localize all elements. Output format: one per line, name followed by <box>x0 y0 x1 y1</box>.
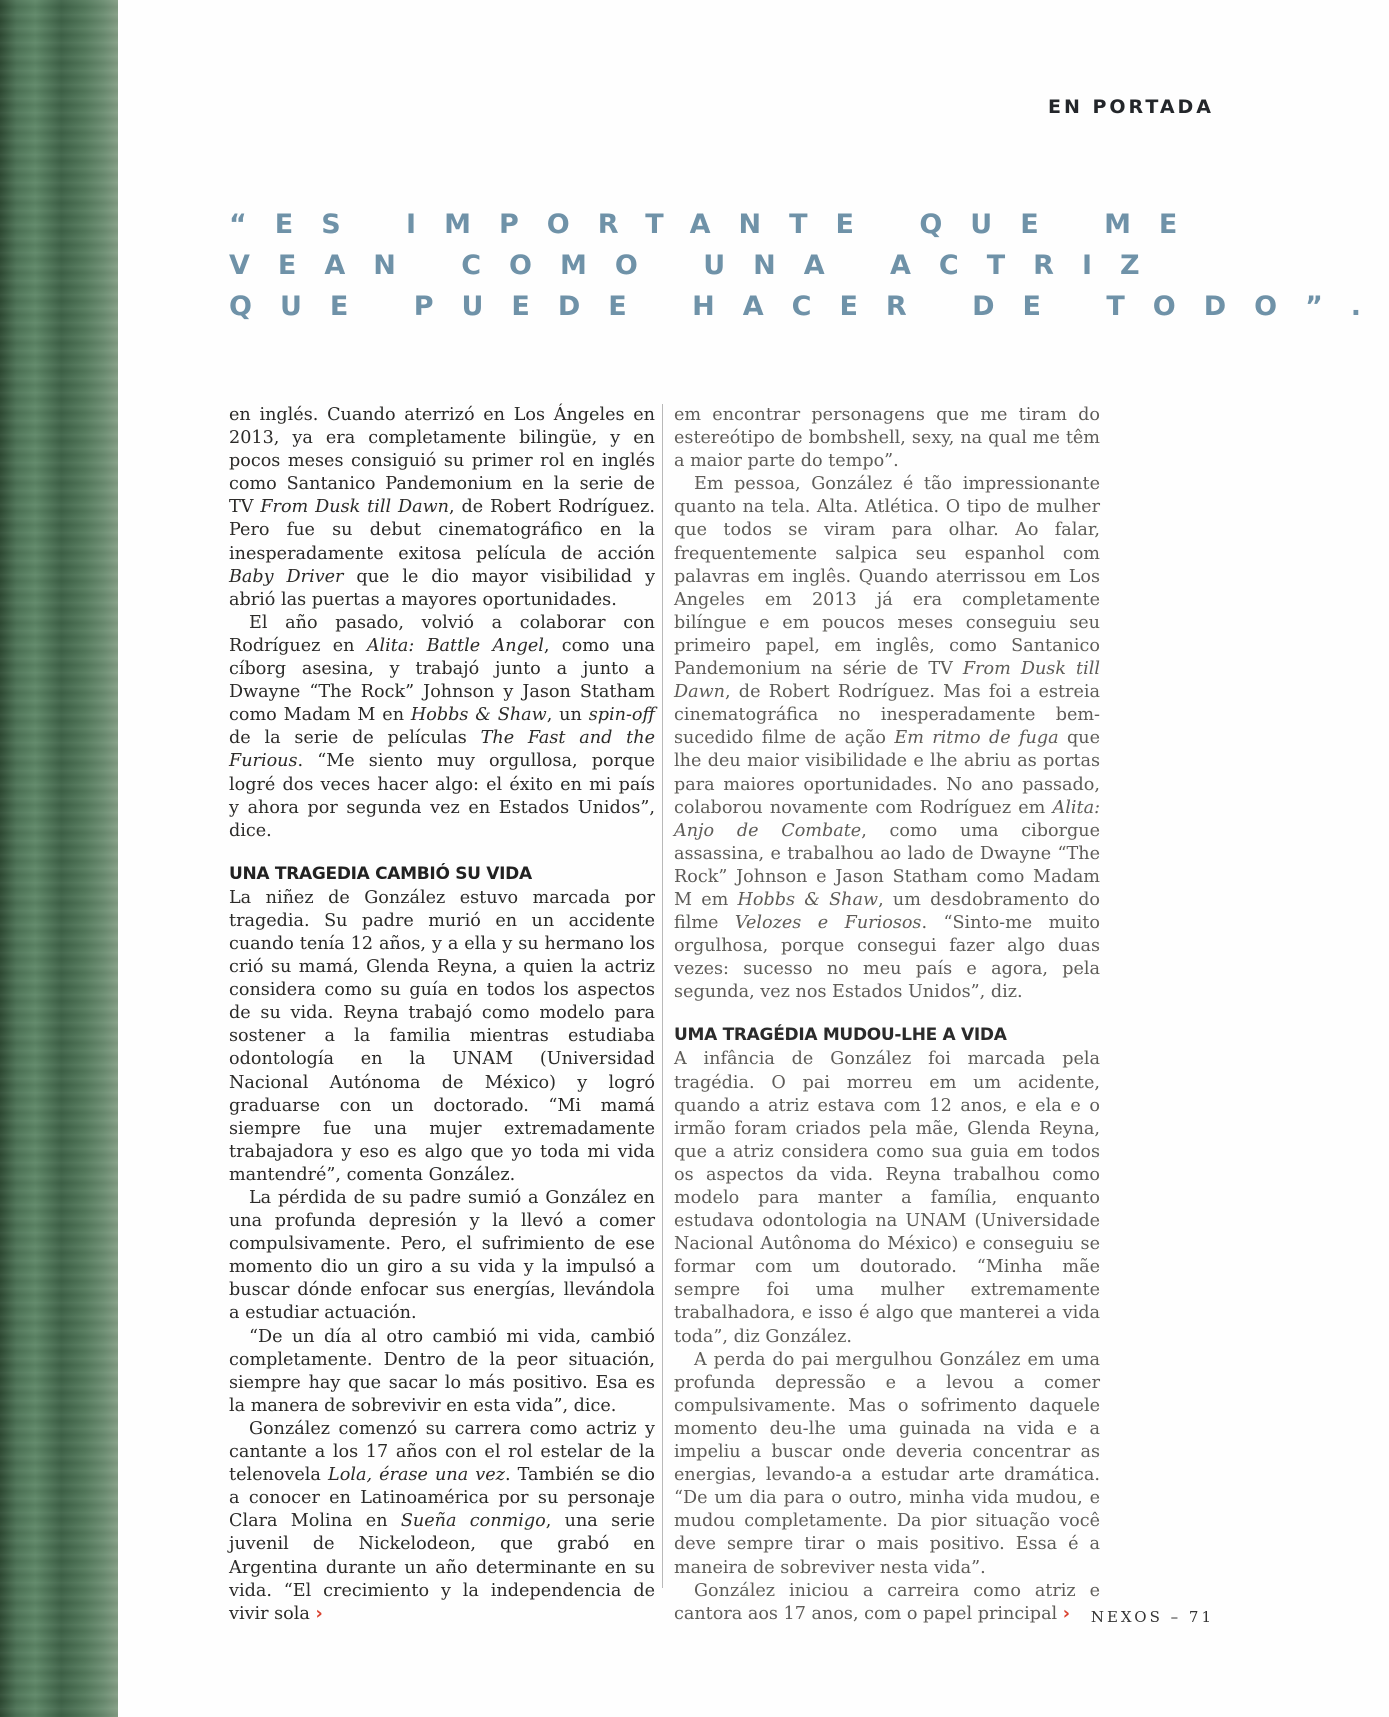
text-run: Em pessoa, González é tão impressionante quanto na tela. Alta. Atlética. O tipo de mulher que todos se viram para olhar. Ao falar, frequentemente salpica seu espanhol com palavras em inglês. Quando aterrissou em Los Angeles em 2013 já era completamente bilíngue e em poucos meses conseguiu seu primeiro papel, em inglês, como Santanico Pandemonium na série de TV <box>674 474 1100 680</box>
es-paragraph-4: La pérdida de su padre sumió a González en una profunda depresión y la llevó a comer compulsivamente. Pero, el sufrimiento de ese momento dio un giro a su vida y la impulsó a buscar dónde enfocar sus energías, llevándola a estudiar actuación. <box>229 1188 655 1324</box>
title-italic: Alita: Anjo de Combate <box>674 797 1100 841</box>
title-italic: Baby Driver <box>229 566 344 587</box>
title-italic: spin-off <box>588 705 655 726</box>
spanish-column <box>229 404 656 1624</box>
es-paragraph-2 <box>229 612 655 843</box>
pt-subheading: UMA TRAGÉDIA MUDOU-LHE A VIDA <box>674 1025 1007 1046</box>
title-italic: Lola, érase una vez <box>328 1465 505 1486</box>
text-run: , de Robert Rodríguez. Mas foi a estreia cinematográfica no inesperadamente bem-sucedido filme de ação <box>674 682 1100 749</box>
title-italic: Velozes e Furiosos <box>734 913 922 934</box>
title-italic: From Dusk till Dawn <box>674 659 1101 703</box>
text-run: que le dio mayor visibilidad y abrió las puertas a mayores oportunidades. <box>229 566 656 610</box>
pt-paragraph-3: A infância de González foi marcada pela tragédia. O pai morreu em um acidente, quando a atriz estava com 12 anos, e ela e o irmão foram criados pela mãe, Glenda Reyna, que a atriz considera como sua guia em todos os aspectos da vida. Reyna trabalhou como modelo para manter a família, enquanto estudava odontologia na UNAM (Universidade Nacional Autônoma do México) e conseguiu se formar com um doutorado. “Minha mãe sempre foi uma mulher extremamente trabalhadora, e isso é algo que manterei a vida toda”, diz González. <box>674 1049 1100 1347</box>
pt-paragraph-4: A perda do pai mergulhou González em uma profunda depressão e a levou a comer compulsivamente. Mas o sofrimento daquele momento deu-lhe uma guinada na vida e a impeliu a buscar onde deveria concentrar as energias, levando-a a estudar arte dramática. “De um dia para o outro, minha vida mudou, e mudou completamente. Da pior situação você deve sempre tirar o mais positivo. Essa é a maneira de sobreviver nesta vida”. <box>674 1349 1100 1578</box>
text-run: , como uma ciborgue assassina, e trabalhou ao lado de Dwayne “The Rock” Johnson e Jason Statham como Madam M em <box>674 820 1100 910</box>
section-label: EN PORTADA <box>1047 96 1214 118</box>
title-italic: Hobbs & Shaw <box>737 889 879 910</box>
text-run: de la serie de películas <box>229 728 481 749</box>
text-run: , um desdobramento do filme <box>674 889 1100 934</box>
es-paragraph-1 <box>229 404 655 612</box>
continue-arrow-icon: › <box>315 1603 323 1624</box>
text-run: , como una cíborg asesina, y trabajó junto a junto a Dwayne “The Rock” Johnson y Jason Statham como Madam M en <box>229 635 655 726</box>
title-italic: Alita: Battle Angel <box>366 635 544 656</box>
pull-quote-line: QUE PUEDE HACER DE TODO”. <box>229 291 1389 322</box>
text-run: que lhe deu maior visibilidade e lhe abriu as portas para maiores oportunidades. No ano passado, colaborou novamente com Rodríguez em <box>674 728 1100 818</box>
pt-paragraph-5 <box>674 1580 1100 1626</box>
pull-quote <box>229 204 1389 327</box>
pt-paragraph-1: em encontrar personagens que me tiram do estereótipo de bombshell, sexy, na qual me têm a maior parte do tempo”. <box>674 405 1100 472</box>
text-run: en inglés. Cuando aterrizó en Los Ángeles en 2013, ya era completamente bilingüe, y en pocos meses consiguió su primer rol en inglés como Santanico Pandemonium en la serie de TV <box>229 405 655 518</box>
title-italic: The Fast and the Furious <box>229 728 655 772</box>
text-run: González comenzó su carrera como actriz y cantante a los 17 años con el rol estelar de la telenovela <box>229 1418 655 1486</box>
title-italic: Em ritmo de fuga <box>894 728 1059 749</box>
es-paragraph-3: La niñez de González estuvo marcada por tragedia. Su padre murió en un accidente cuando tenía 12 años, y a ella y su hermano los crió su mamá, Glenda Reyna, a quien la actriz considera como su guía en todos los aspectos de su vida. Reyna trabajó como modelo para sostener a la familia mientras estudiaba odontología en la UNAM (Universidad Nacional Autónoma de México) y logró graduarse con un doctorado. “Mi mamá siempre fue una mujer extremadamente trabajadora y eso es algo que yo toda mi vida mantendré”, comenta González. <box>229 887 655 1185</box>
photo-edge-strip <box>0 0 118 1717</box>
pull-quote-line: “ES IMPORTANTE QUE ME <box>229 209 1206 240</box>
column-divider <box>662 404 663 1588</box>
text-run: , un <box>546 705 589 726</box>
title-italic: Hobbs & Shaw <box>410 705 547 726</box>
text-run: . “Me siento muy orgullosa, porque logré dos veces hacer algo: el éxito en mi país y ahora por segunda vez en Estados Unidos”, dice. <box>229 751 655 841</box>
pull-quote-line: VEAN COMO UNA ACTRIZ <box>229 250 1168 281</box>
es-paragraph-5: “De un día al otro cambió mi vida, cambió completamente. Dentro de la peor situación, siempre hay que sacar lo más positivo. Esa es la manera de sobrevivir en esta vida”, dice. <box>229 1326 655 1416</box>
text-run: . “Sinto-me muito orgulhosa, porque consegui fazer algo duas vezes: sucesso no meu país e agora, pela segunda, vez nos Estados Unidos”, diz. <box>674 913 1100 1003</box>
es-paragraph-6 <box>229 1418 655 1626</box>
title-italic: Sueña conmigo <box>400 1511 546 1532</box>
continue-arrow-icon: › <box>1062 1603 1071 1624</box>
text-run: El año pasado, volvió a colaborar con Rodríguez en <box>229 612 655 656</box>
text-run: . También se dio a conocer en Latinoamérica por su personaje Clara Molina en <box>229 1465 655 1532</box>
pt-paragraph-2 <box>674 473 1100 1004</box>
text-run: González iniciou a carreira como atriz e cantora aos 17 anos, com o papel principal <box>674 1580 1100 1624</box>
page-folio: NEXOS – 71 <box>1090 1608 1214 1626</box>
text-run: , una serie juvenil de Nickelodeon, que grabó en Argentina durante un año determinante en su vida. “El crecimiento y la independencia de vivir sola <box>229 1511 655 1624</box>
text-run: , de Robert Rodríguez. Pero fue su debut cinematográfico en la inesperadamente exitosa película de acción <box>229 497 655 564</box>
portuguese-column <box>674 404 1101 1624</box>
es-subheading: UNA TRAGEDIA CAMBIÓ SU VIDA <box>229 863 532 884</box>
title-italic: From Dusk till Dawn <box>260 497 450 518</box>
